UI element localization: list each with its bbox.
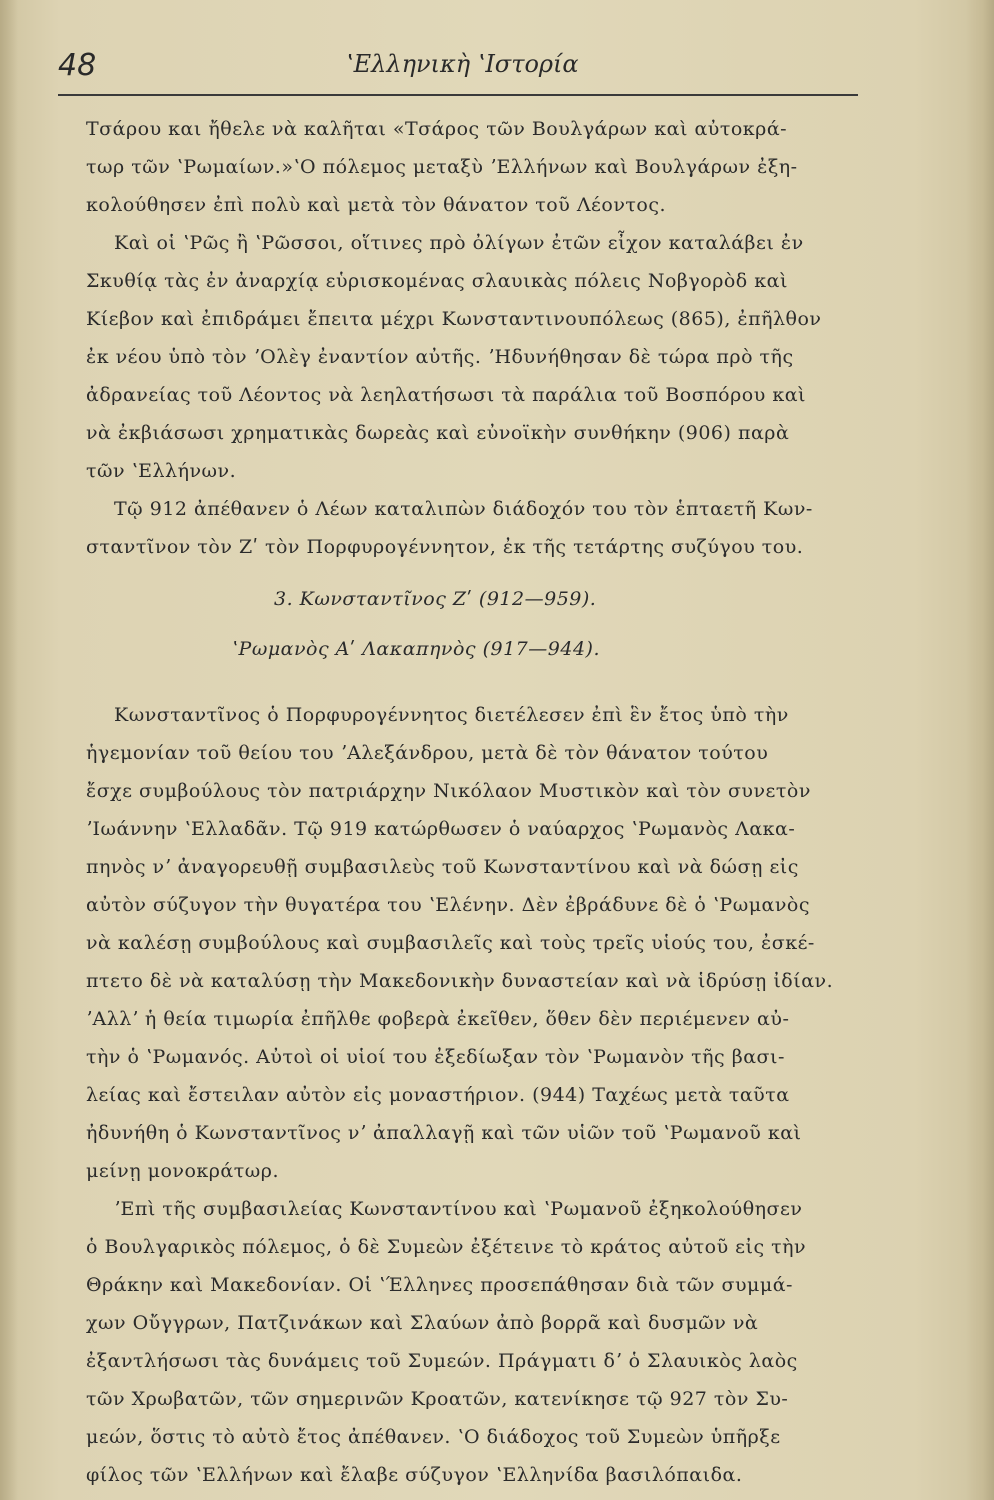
text-line: Τσάρου και ἤθελε νὰ καλῆται «Τσάρος τῶν Βουλγάρων καὶ αὐτοκρά- xyxy=(86,118,788,140)
text-line: ἔσχε συμβούλους τὸν πατριάρχην Νικόλαον Μυστικὸν καὶ τὸν συνετὸν xyxy=(86,780,811,802)
text-line: τωρ τῶν ʽΡωμαίων.»ʽΟ πόλεμος μεταξὺ ʼΕλλήνων καὶ Βουλγάρων ἐξη- xyxy=(86,156,798,178)
text-line: Θράκην καὶ Μακεδονίαν. Οἱ ʽΈλληνες προσεπάθησαν διὰ τῶν συμμά- xyxy=(86,1274,793,1296)
text-line: ʼΕπὶ τῆς συμβασιλείας Κωνσταντίνου καὶ ʽΡωμανοῦ ἐξηκολούθησεν xyxy=(114,1198,803,1220)
text-line: κολούθησεν ἐπὶ πολὺ καὶ μετὰ τὸν θάνατον τοῦ Λέοντος. xyxy=(86,194,667,216)
text-line: ἡγεμονίαν τοῦ θείου του ʼΑλεξάνδρου, μετὰ δὲ τὸν θάνατον τούτου xyxy=(86,742,769,764)
text-line: νὰ καλέσῃ συμβούλους καὶ συμβασιλεῖς καὶ τοὺς τρεῖς υἱούς του, ἐσκέ- xyxy=(86,932,815,954)
text-line: νὰ ἐκβιάσωσι χρηματικὰς δωρεὰς καὶ εὐνοϊκὴν συνθήκην (906) παρὰ xyxy=(86,422,790,444)
text-line: Καὶ οἱ ʽΡῶς ἢ ʽΡῶσσοι, οἵτινες πρὸ ὀλίγων ἐτῶν εἶχον καταλάβει ἐν xyxy=(114,232,804,254)
text-line: ἀδρανείας τοῦ Λέοντος νὰ λεηλατήσωσι τὰ παράλια τοῦ Βοσπόρου καὶ xyxy=(86,384,806,406)
heading-spacer xyxy=(86,674,886,696)
text-line: ἐξαντλήσωσι τὰς δυνάμεις τοῦ Συμεών. Πράγματι δʼ ὁ Σλαυικὸς λαὸς xyxy=(86,1350,798,1372)
text-line: τῶν ʽΕλλήνων. xyxy=(86,460,237,482)
page-edge xyxy=(966,0,994,1500)
page-number: 48 xyxy=(58,48,97,83)
text-line: χων Οὔγγρων, Πατζινάκων καὶ Σλαύων ἀπὸ βορρᾶ καὶ δυσμῶν νὰ xyxy=(86,1312,759,1334)
text-line: τὴν ὁ ʽΡωμανός. Αὐτοὶ οἱ υἱοί του ἐξεδίωξαν τὸν ʽΡωμανὸν τῆς βασι- xyxy=(86,1046,785,1068)
text-line: μεών, ὅστις τὸ αὐτὸ ἔτος ἀπέθανεν. ʽΟ διάδοχος τοῦ Συμεὼν ὑπῆρξε xyxy=(86,1426,781,1448)
text-line: πτετο δὲ νὰ καταλύσῃ τὴν Μακεδονικὴν δυναστείαν καὶ νὰ ἱδρύσῃ ἰδίαν. xyxy=(86,970,834,992)
text-line: αὐτὸν σύζυγον τὴν θυγατέρα του ʽΕλένην. Δὲν ἐβράδυνε δὲ ὁ ʽΡωμανὸς xyxy=(86,894,811,916)
body-text xyxy=(86,110,886,1494)
text-line: Κίεβον καὶ ἐπιδράμει ἔπειτα μέχρι Κωνσταντινουπόλεως (865), ἐπῆλθον xyxy=(86,308,822,330)
text-line: ὁ Βουλγαρικὸς πόλεμος, ὁ δὲ Συμεὼν ἐξέτεινε τὸ κράτος αὐτοῦ εἰς τὴν xyxy=(86,1236,807,1258)
binding-shadow xyxy=(0,0,18,1500)
text-line: ἐκ νέου ὑπὸ τὸν ʼΟλὲγ ἐναντίον αὐτῆς. ʼΗδυνήθησαν δὲ τώρα πρὸ τῆς xyxy=(86,346,794,368)
page-header xyxy=(58,48,858,88)
text-line: Τῷ 912 ἀπέθανεν ὁ Λέων καταλιπὼν διάδοχόν του τὸν ἑπταετῆ Κων- xyxy=(114,498,813,520)
text-line: φίλος τῶν ʽΕλλήνων καὶ ἔλαβε σύζυγον ʽΕλληνίδα βασιλόπαιδα. xyxy=(86,1464,743,1486)
text-line: μείνῃ μονοκράτωρ. xyxy=(86,1160,279,1182)
text-line: ʼΑλλʼ ἡ θεία τιμωρία ἐπῆλθε φοβερὰ ἐκεῖθεν, ὅθεν δὲν περιέμενεν αὐ- xyxy=(86,1008,790,1030)
text-line: λείας καὶ ἔστειλαν αὐτὸν εἰς μοναστήριον. (944) Ταχέως μετὰ ταῦτα xyxy=(86,1084,790,1106)
text-line: σταντῖνον τὸν Ζʹ τὸν Πορφυρογέννητον, ἐκ τῆς τετάρτης συζύγου του. xyxy=(86,536,804,558)
text-line: Κωνσταντῖνος ὁ Πορφυρογέννητος διετέλεσεν ἐπὶ ἓν ἔτος ὑπὸ τὴν xyxy=(114,704,789,726)
section-heading: 3. Κωνσταντῖνος Ζʹ (912—959). xyxy=(274,588,597,610)
header-rule xyxy=(58,94,858,96)
section-subheading: ʽΡωμανὸς Αʹ Λακαπηνὸς (917—944). xyxy=(232,638,600,660)
text-line: ἠδυνήθη ὁ Κωνσταντῖνος νʼ ἀπαλλαγῇ καὶ τῶν υἱῶν τοῦ ʽΡωμανοῦ καὶ xyxy=(86,1122,802,1144)
text-line: ʼΙωάννην ʽΕλλαδᾶν. Τῷ 919 κατώρθωσεν ὁ ναύαρχος ʽΡωμανὸς Λακα- xyxy=(86,818,796,840)
text-line: Σκυθίᾳ τὰς ἐν ἀναρχίᾳ εὑρισκομένας σλαυικὰς πόλεις Νοβγορὸδ καὶ xyxy=(86,270,788,292)
running-title: ʽΕλληνικὴ ʽΙστορία xyxy=(346,50,579,78)
text-line: πηνὸς νʼ ἀναγορευθῇ συμβασιλεὺς τοῦ Κωνσταντίνου καὶ νὰ δώσῃ εἰς xyxy=(86,856,799,878)
text-line: τῶν Χρωβατῶν, τῶν σημερινῶν Κροατῶν, κατενίκησε τῷ 927 τὸν Συ- xyxy=(86,1388,789,1410)
